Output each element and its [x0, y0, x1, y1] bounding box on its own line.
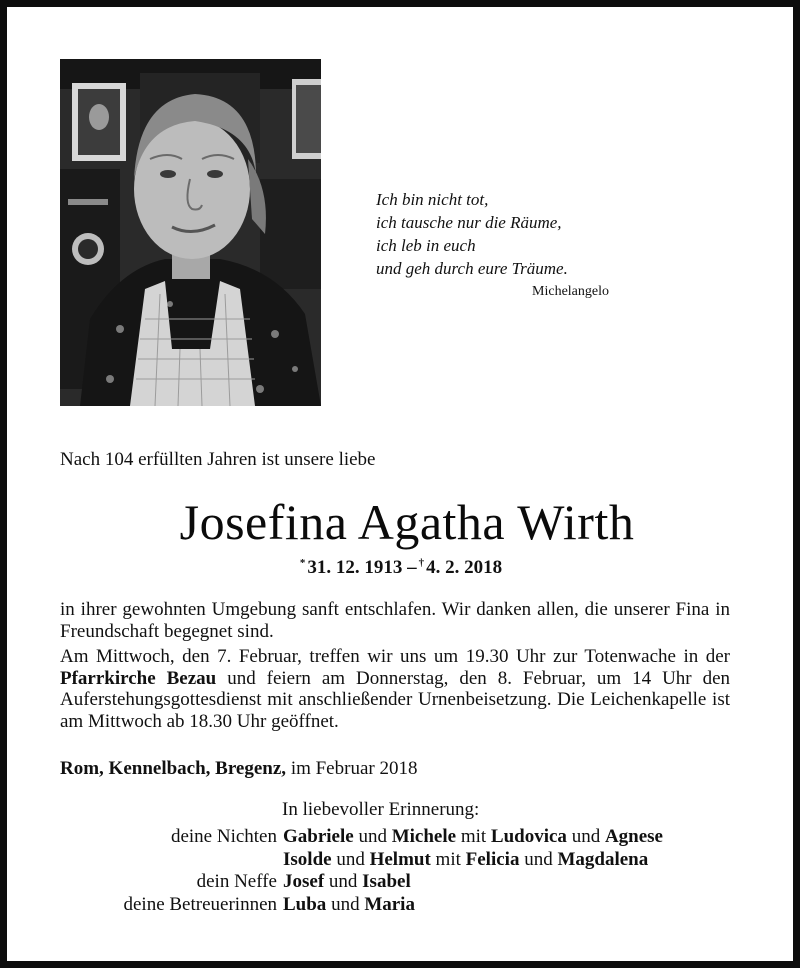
mourner-name: Isolde [283, 848, 332, 870]
conjunction: und [328, 871, 358, 892]
birth-symbol: * [299, 557, 306, 569]
mourner-name: Felicia [465, 848, 520, 870]
church-name: Pfarrkirche Bezau [60, 667, 217, 689]
mourner-name: Ludovica [490, 826, 567, 847]
mourner-name: Michele [391, 826, 457, 847]
mourner-name: Luba [283, 893, 327, 915]
mourner-name: Helmut [369, 848, 431, 870]
quote-line: und geh durch eure Träume. [376, 259, 568, 278]
mourner-row [60, 826, 760, 849]
mourner-names [283, 849, 648, 872]
conjunction: mit [435, 848, 461, 870]
mourner-relation-empty [60, 849, 283, 872]
mourner-name: Magdalena [557, 848, 649, 870]
mourner-names [283, 871, 411, 894]
mourner-name: Maria [364, 893, 415, 915]
mourner-name: Agnese [604, 826, 663, 847]
remembrance-heading: In liebevoller Erinnerung: [282, 799, 480, 820]
date-separator: – [407, 557, 417, 578]
death-date: 4. 2. 2018 [426, 557, 503, 578]
conjunction: und [358, 826, 387, 847]
ceremony-text-1: Am Mittwoch, den 7. Februar, treffen wir uns um 19.30 Uhr zur Totenwache in der [60, 646, 730, 667]
mourner-name: Josef [283, 871, 325, 892]
life-dates [0, 557, 800, 579]
deceased-name: Josefina Agatha Wirth [179, 494, 635, 550]
birth-date: 31. 12. 1913 [307, 557, 403, 578]
mourner-row [60, 871, 760, 894]
mourner-relation: dein Neffe [196, 871, 277, 892]
announcement-text [60, 599, 730, 736]
conjunction: und [331, 893, 360, 915]
mourner-names [283, 826, 663, 849]
place-date-line [60, 758, 417, 780]
death-symbol: † [418, 557, 425, 569]
paragraph-ceremony [60, 646, 730, 732]
mourner-row [60, 894, 760, 917]
mourner-names [283, 894, 415, 917]
conjunction: mit [460, 826, 487, 847]
quote [376, 188, 636, 280]
intro-text: Nach 104 erfüllten Jahren ist unsere liebe [60, 449, 376, 470]
portrait-illustration [60, 59, 321, 406]
mourner-name: Gabriele [283, 826, 354, 847]
mourner-name: Isabel [362, 871, 411, 892]
paragraph-thanks: in ihrer gewohnten Umgebung sanft entschlafen. Wir danken allen, die unserer Fina in Freundschaft begegnet sind. [60, 599, 730, 642]
announcement-date: im Februar 2018 [290, 758, 418, 779]
conjunction: und [524, 848, 553, 870]
mourner-row [60, 849, 760, 872]
portrait-photo [60, 59, 321, 406]
conjunction: und [571, 826, 601, 847]
quote-line: Ich bin nicht tot, [376, 190, 489, 209]
mourner-relation: deine Nichten [170, 826, 277, 847]
conjunction: und [336, 848, 365, 870]
ceremony-text-2: und feiern am Donnerstag, den 8. Februar, um 14 Uhr den Auferstehungsgottesdienst mit anschließender Urnenbeisetzung. Die Leichenkapelle ist am Mittwoch ab 18.30 Uhr geöffnet. [60, 667, 731, 732]
quote-line: ich tausche nur die Räume, [376, 213, 562, 232]
locations: Rom, Kennelbach, Bregenz, [60, 758, 287, 779]
quote-line: ich leb in euch [376, 236, 476, 255]
mourner-relation: deine Betreuerinnen [123, 893, 277, 915]
mourners-list [60, 826, 760, 916]
quote-author: Michelangelo [532, 284, 609, 299]
